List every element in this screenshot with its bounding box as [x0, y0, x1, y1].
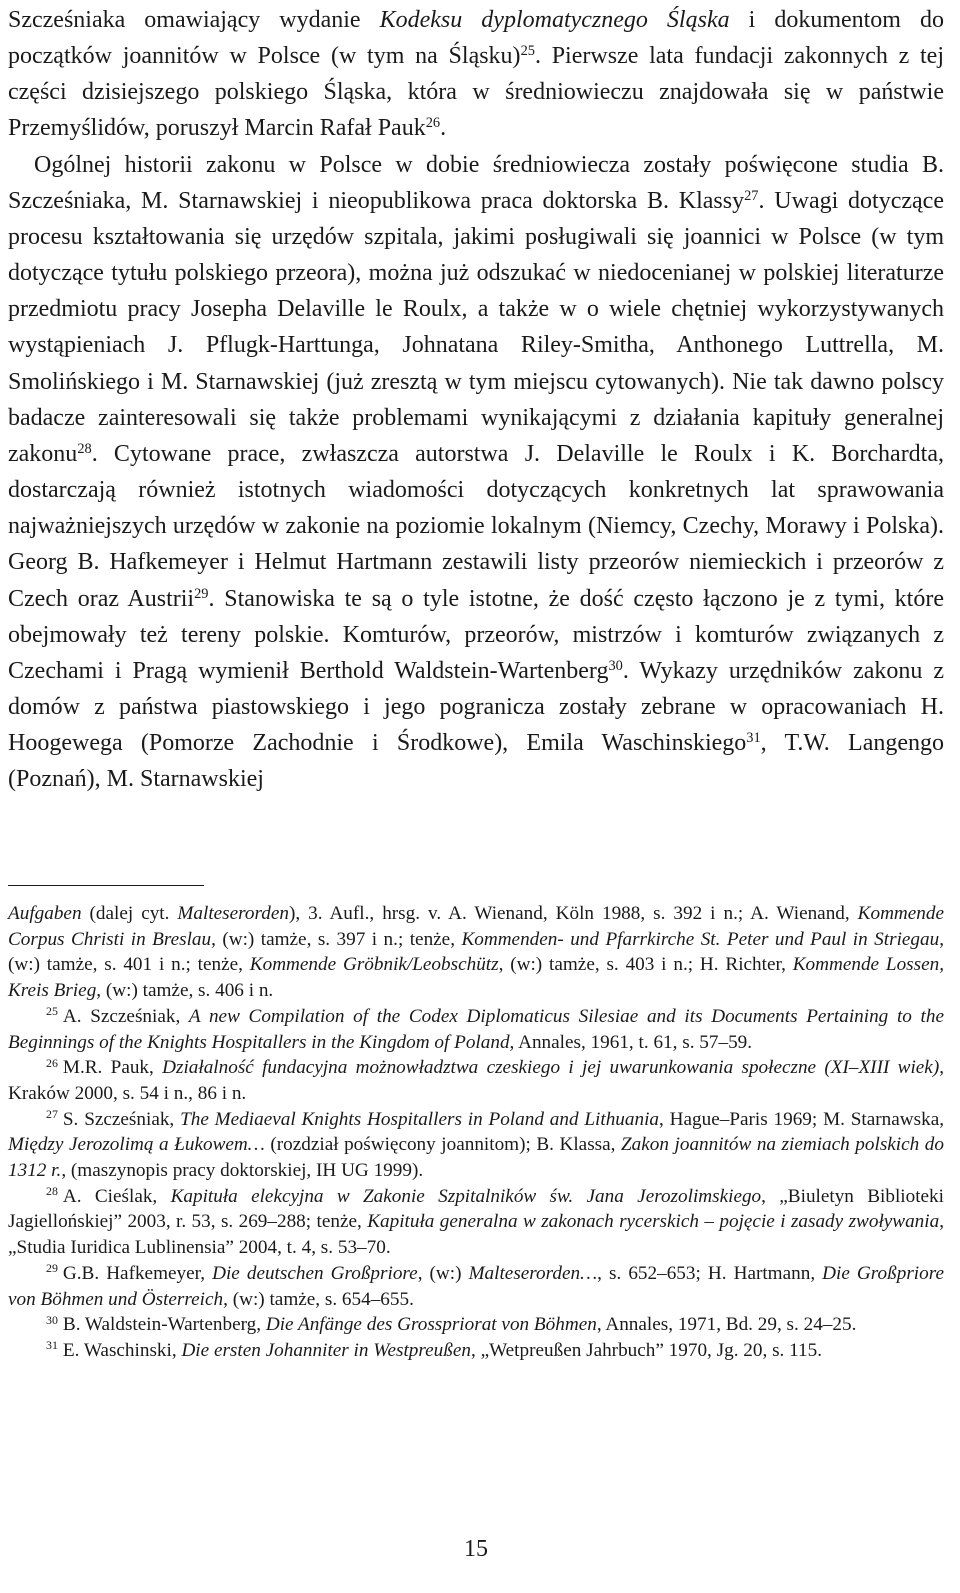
text-run: , (w:) tamże, s. 654–655.	[223, 1288, 414, 1310]
footnote-31	[8, 1338, 944, 1364]
italic-text: Kommenden- und Pfarrkirche St. Peter und Paul in Striegau	[461, 928, 940, 950]
footnote-28	[8, 1184, 944, 1261]
text-run: A. Szcześniak,	[62, 1005, 189, 1027]
text-run: . Pierwsze lata fundacji zakonnych z tej części dzisiejszego polskiego Śląska, która w średniowieczu znajdowała się w państwie Przemyślidów, poruszył Marcin Rafał Pauk	[8, 43, 945, 142]
text-run: , Annales, 1971, Bd. 29, s. 24–25.	[596, 1314, 857, 1336]
footnote-ref: 29	[194, 585, 209, 602]
italic-text: Malteserorden	[177, 903, 289, 924]
text-run: A. Cieślak,	[62, 1185, 171, 1207]
footnote-29	[8, 1261, 944, 1312]
text-run: . Wykazy urzędników zakonu z domów z państwa piastowskiego i jego pogranicza zostały zebrane w opracowaniach H. Hoogewega (Pomorze Zachodnie i Środkowe), Emila Waschinskiego	[8, 657, 944, 757]
footnote-continuation	[8, 901, 944, 1004]
italic-text: Aufgaben	[8, 903, 82, 924]
page-number: 15	[464, 1536, 488, 1562]
italic-text: The Mediaeval Knights Hospitallers in Poland and Lithuania	[180, 1108, 660, 1130]
text-run: S. Szcześniak,	[62, 1108, 181, 1130]
italic-text: Die ersten Johanniter in Westpreußen	[181, 1339, 471, 1361]
footnote-26	[8, 1055, 944, 1106]
italic-text: Działalność fundacyjna możnowładztwa czeskiego i jej uwarunkowania społeczne (XI–XIII wiek)	[162, 1057, 940, 1079]
text-run: (dalej cyt.	[81, 903, 178, 924]
footnote-ref: 25	[520, 43, 535, 60]
text-run: E. Waschinski,	[62, 1339, 182, 1361]
footnote-number: 25	[46, 1004, 58, 1019]
text-run: , s. 652–653; H. Hartmann,	[597, 1262, 823, 1284]
text-run: , Kraków 2000, s. 54 i n., 86 i n.	[8, 1057, 945, 1104]
text-run: , (w:) tamże, s. 406 i n.	[96, 980, 274, 1002]
text-run: , (w:) tamże, s. 403 i n.; H. Richter,	[498, 954, 793, 976]
text-run: , „Biuletyn Biblioteki Jagiellońskiej” 2003, r. 53, s. 269–288; tenże,	[8, 1185, 944, 1233]
italic-text: Zakon joannitów na ziemiach polskich do 1312 r.	[8, 1134, 944, 1182]
footnote-number: 28	[46, 1184, 58, 1199]
footnote-ref: 28	[77, 440, 92, 457]
italic-text: A new Compilation of the Codex Diplomaticus Silesiae and its Documents Pertaining to the Beginnings of the Knights Hospitallers in the Kingdom of Poland	[8, 1005, 944, 1053]
italic-text: Kommende Lossen, Kreis Brieg	[8, 954, 945, 1002]
text-run: , (w:) tamże, s. 397 i n.; tenże,	[211, 928, 462, 950]
text-run: M.R. Pauk,	[62, 1057, 163, 1079]
footnote-number: 30	[46, 1312, 58, 1327]
text-run: i dokumentom do początków joannitów w Polsce (w tym na Śląsku)	[8, 7, 944, 70]
italic-text: Kommende Corpus Christi in Breslau	[8, 903, 944, 950]
text-run: , „Studia Iuridica Lublinensia” 2004, t. 4, s. 53–70.	[8, 1211, 944, 1259]
text-run: , Annales, 1961, t. 61, s. 57–59.	[509, 1031, 753, 1053]
italic-text: Die Anfänge des Grosspriorat von Böhmen	[265, 1314, 597, 1336]
text-run: , (w:)	[417, 1262, 469, 1284]
text-run: Szcześniaka omawiający wydanie	[8, 7, 380, 33]
italic-text: Kodeksu dyplomatycznego Śląska	[379, 7, 730, 33]
italic-text: Kommende Gröbnik/Leobschütz	[249, 954, 499, 976]
footnote-27	[8, 1107, 944, 1184]
text-run: . Stanowiska te są o tyle istotne, że dość często łączono je z tymi, które obejmowały też tereny polskie. Komturów, przeorów, mistrzów i komturów związanych z Czechami i Pragą wymienił Berthold Waldstein-Wartenberg	[8, 585, 944, 684]
main-text	[8, 2, 944, 797]
text-run: B. Waldstein-Wartenberg,	[62, 1314, 266, 1336]
text-run: . Uwagi dotyczące procesu kształtowania się urzędów szpitala, jakimi posługiwali się joannici w Polsce (w tym dotyczące tytułu polskiego przeora), można już odszukać w niedocenianej w polskiej literaturze przedmiotu pracy Josepha Delaville le Roulx, a także w o wiele chętniej wykorzystywanych wystąpieniach J. Pflugk-Harttunga, Johnatana Riley-Smitha, Anthonego Luttrella, M. Smolińskiego i M. Starnawskiej (już zresztą w tym miejscu cytowanych). Nie tak dawno polscy badacze zainteresowali się także problemami wynikającymi z działania kapituły generalnej zakonu	[8, 187, 944, 467]
text-run: , T.W. Langengo (Poznań), M. Starnawskiej	[8, 730, 945, 793]
footnote-separator	[8, 885, 204, 886]
italic-text: Kapituła generalna w zakonach rycerskich – pojęcie i zasady zwoływania	[367, 1211, 940, 1233]
footnote-ref: 31	[746, 730, 761, 747]
footnote-number: 27	[46, 1107, 58, 1122]
footnote-25	[8, 1004, 944, 1055]
footnote-number: 31	[46, 1338, 58, 1353]
footnote-ref: 26	[425, 115, 441, 132]
text-run: (rozdział poświęcony joannitom); B. Klassa,	[264, 1134, 621, 1156]
text-run: , Hague–Paris 1969; M. Starnawska,	[659, 1108, 945, 1130]
italic-text: Die deutschen Großpriore	[212, 1262, 418, 1284]
footnote-30	[8, 1312, 944, 1338]
document-page	[8, 0, 944, 1593]
footnote-ref: 27	[744, 187, 759, 204]
italic-text: Malteserorden…	[468, 1262, 598, 1284]
text-run: , (w:) tamże, s. 401 i n.; tenże,	[8, 928, 945, 976]
italic-text: Die Großpriore von Böhmen und Österreich	[8, 1262, 944, 1310]
paragraph-2	[8, 152, 944, 793]
footnotes-section	[8, 901, 944, 1364]
text-run: .	[440, 115, 447, 142]
text-run: ), 3. Aufl., hrsg. v. A. Wienand, Köln 1988, s. 392 i n.; A. Wienand,	[288, 903, 858, 924]
footnote-ref: 30	[608, 657, 623, 674]
footnote-number: 29	[46, 1261, 58, 1276]
text-run: , (maszynopis pracy doktorskiej, IH UG 1999).	[61, 1160, 424, 1182]
italic-text: Między Jerozolimą a Łukowem…	[8, 1134, 265, 1156]
text-run: Ogólnej historii zakonu w Polsce w dobie średniowiecza zostały poświęcone studia B. Szcześniaka, M. Starnawskiej i nieopublikowa praca doktorska B. Klassy	[8, 151, 944, 214]
text-run: , „Wetpreußen Jahrbuch” 1970, Jg. 20, s. 115.	[470, 1339, 823, 1361]
paragraph-1	[8, 7, 944, 141]
text-run: . Cytowane prace, zwłaszcza autorstwa J. Delaville le Roulx i K. Borchardta, dostarczają również istotnych wiadomości dotyczących konkretnych lat sprawowania najważniejszych urzędów w zakonie na poziomie lokalnym (Niemcy, Czechy, Morawy i Polska). Georg B. Hafkemeyer i Helmut Hartmann zestawili listy przeorów niemieckich i przeorów z Czech oraz Austrii	[8, 440, 944, 612]
text-run: G.B. Hafkemeyer,	[62, 1262, 213, 1284]
italic-text: Kapituła elekcyjna w Zakonie Szpitalników św. Jana Jerozolimskiego	[170, 1185, 762, 1207]
footnote-number: 26	[46, 1055, 58, 1070]
